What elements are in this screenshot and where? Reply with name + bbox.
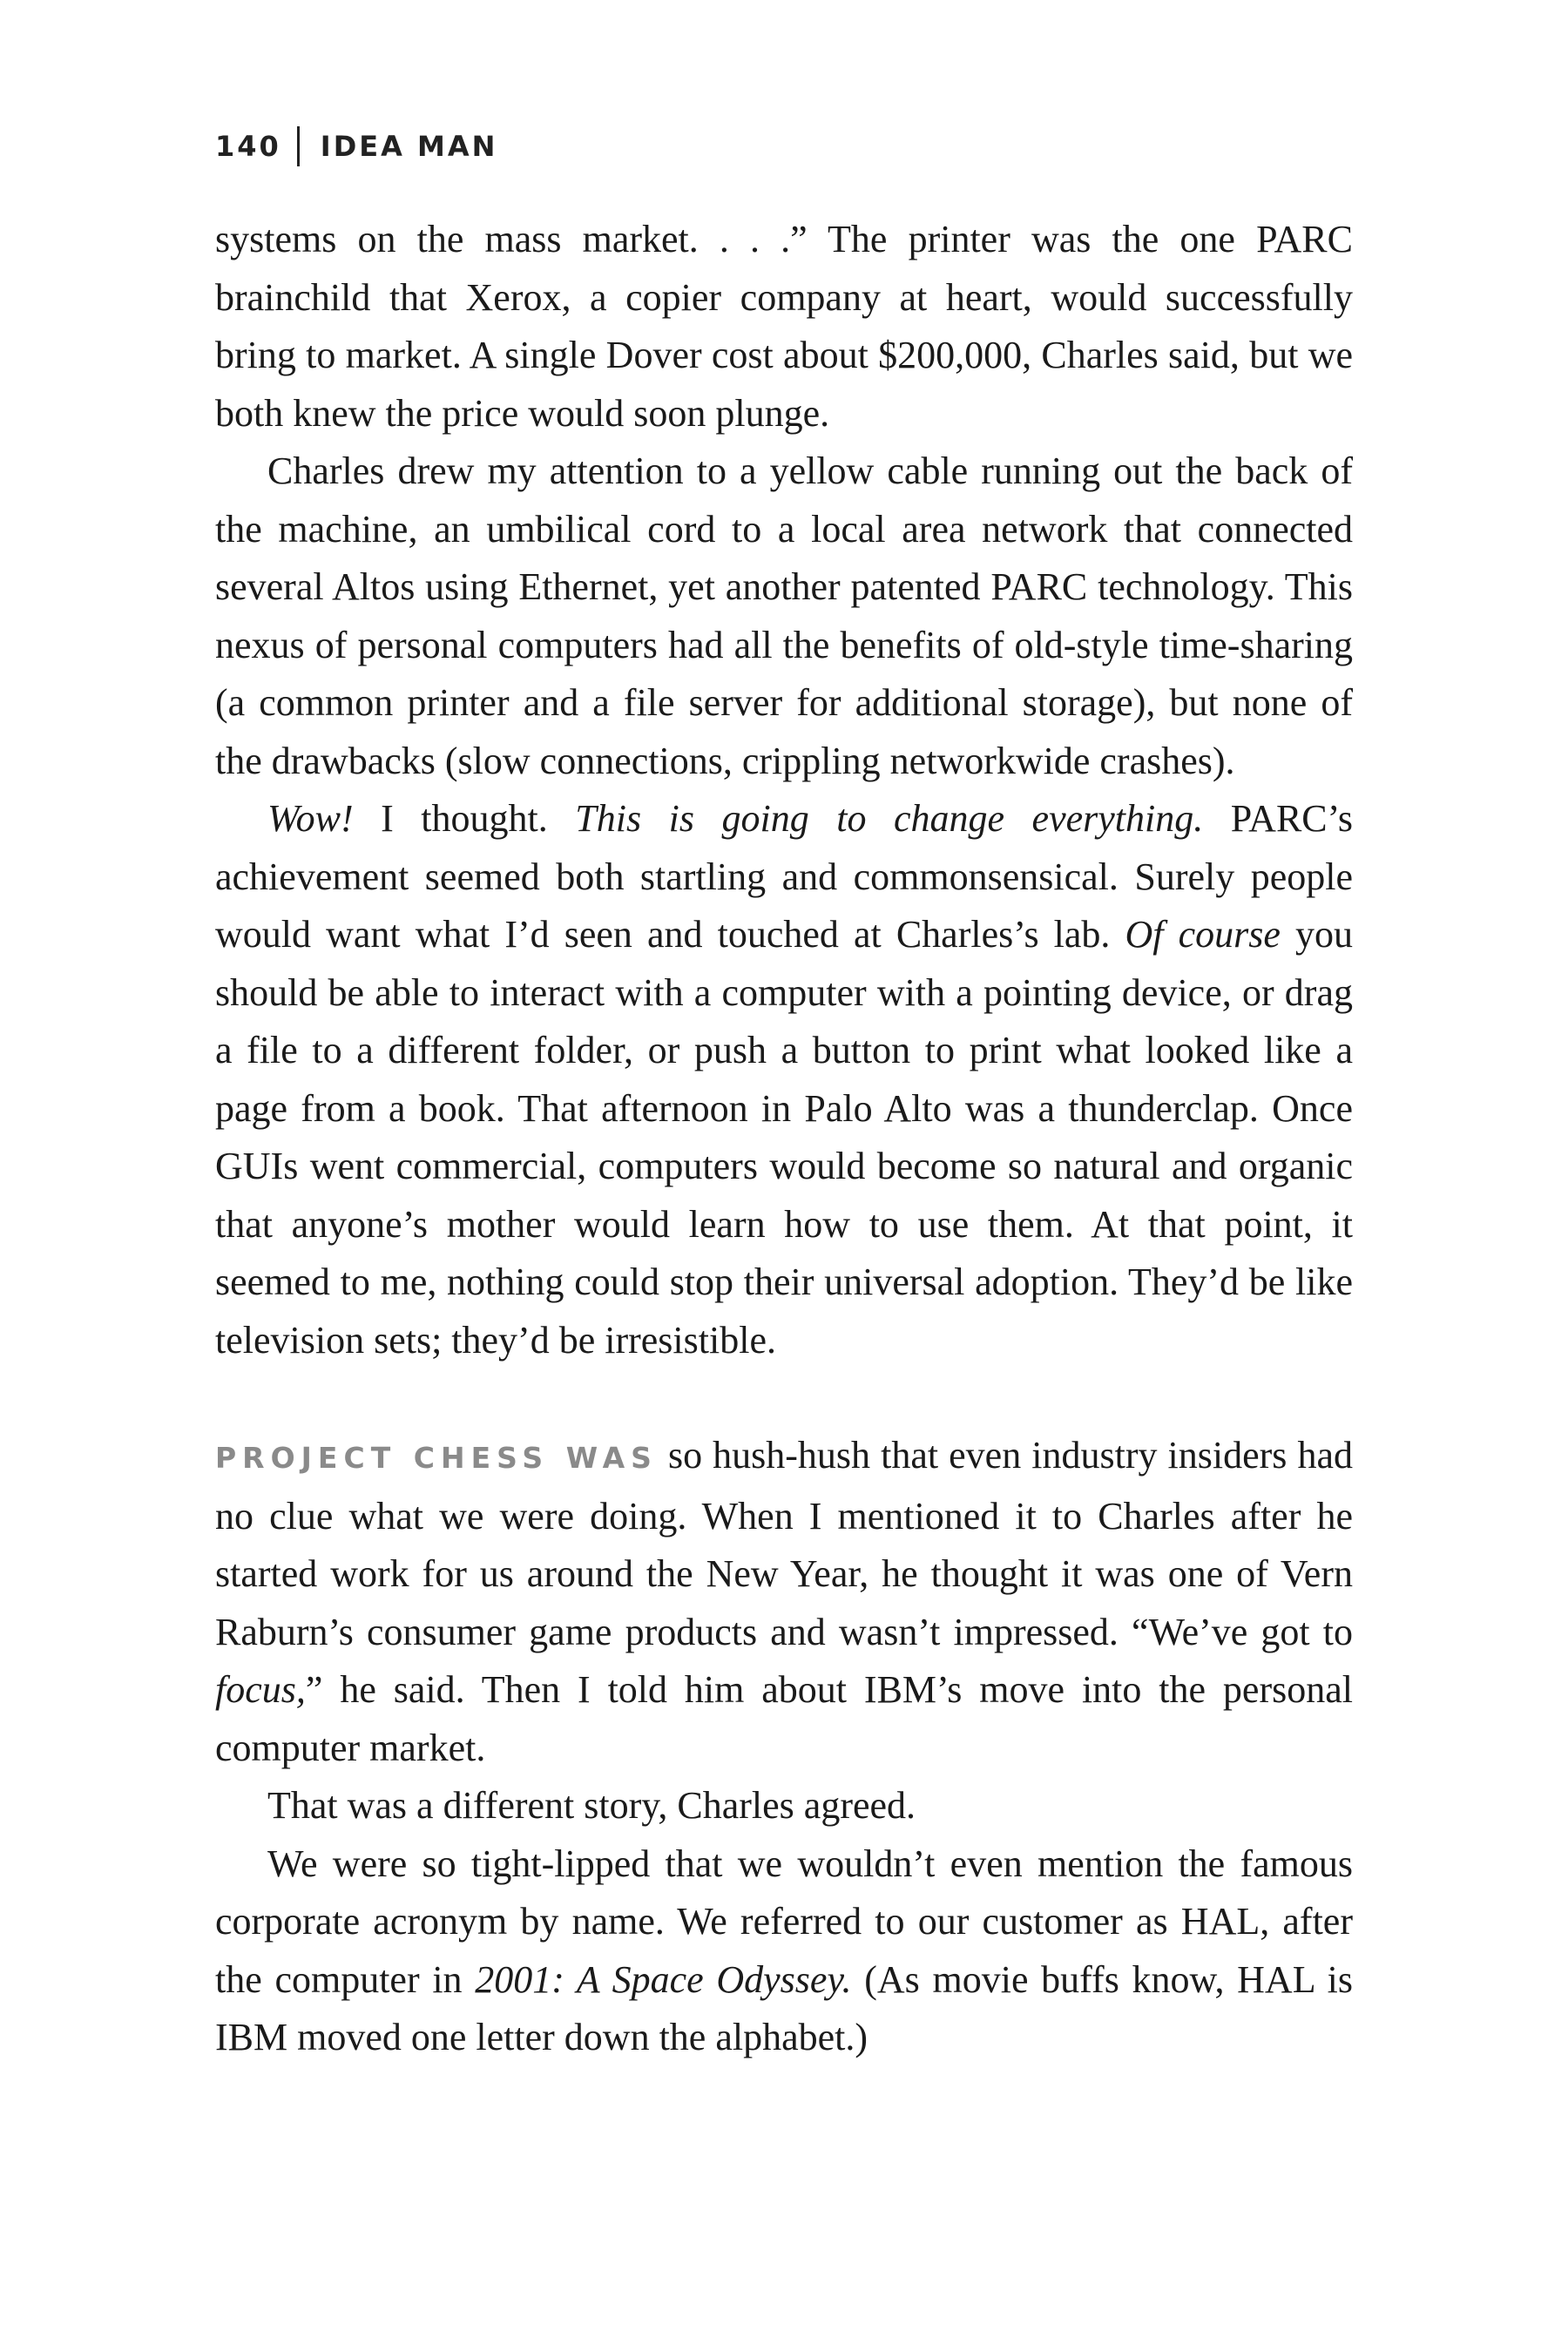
section-opening-paragraph xyxy=(215,1427,1353,1777)
paragraph-text: you should be able to interact with a computer with a pointing device, or drag a file to a different folder, or push a button to print what looked like a page from a book. That afternoon in Palo Alto was a thunderclap. Once GUIs went commercial, computers would become so natural and organic that anyone’s mother would learn how to use them. At that point, it seemed to me, nothing could stop their universal adoption. They’d be like television sets; they’d be irresistible. xyxy=(215,913,1354,1362)
paragraph-3 xyxy=(215,790,1353,1369)
paragraph-text: We were so tight-lipped that we wouldn’t even mention the famous corporate acronym by name. We referred to our customer as HAL, after the computer in xyxy=(215,1842,1353,2001)
italic-text: Wow! xyxy=(267,797,354,840)
book-title: IDEA MAN xyxy=(320,130,498,163)
paragraph-5 xyxy=(215,1777,1353,1835)
paragraph-2 xyxy=(215,443,1353,790)
paragraph-text: PARC’s achievement seemed both startling and commonsensical. Surely people would want what I’d seen and touched at Charles’s lab. xyxy=(215,797,1353,956)
page-number: 140 xyxy=(215,130,281,163)
body-text xyxy=(215,211,1353,2067)
paragraph-text: ” he said. Then I told him about IBM’s move into the personal computer market. xyxy=(215,1668,1353,1769)
paragraph-text: Charles drew my attention to a yellow cable running out the back of the machine, an umbilical cord to a local area network that connected several Altos using Ethernet, yet another patented PARC technology. This nexus of personal computers had all the benefits of old-style time-sharing (a common printer and a file server for additional storage), but none of the drawbacks (slow connections, crippling networkwide crashes). xyxy=(215,449,1353,782)
paragraph-1 xyxy=(215,211,1353,443)
section-lead-in: PROJECT CHESS WAS xyxy=(215,1441,658,1475)
paragraph-text: systems on the mass market. . . .” The printer was the one PARC brainchild that Xerox, a copier company at heart, would successfully bring to market. A single Dover cost about $200,000, Charles said, but we both knew the price would soon plunge. xyxy=(215,218,1353,435)
running-head-divider xyxy=(297,126,300,166)
italic-text: Of course xyxy=(1125,913,1281,956)
paragraph-text: That was a different story, Charles agreed. xyxy=(267,1784,916,1827)
italic-text: This is going to change everything. xyxy=(575,797,1204,840)
italic-text: 2001: A Space Odyssey. xyxy=(475,1957,852,2001)
italic-text: focus, xyxy=(215,1668,306,1711)
paragraph-text: (As movie buffs know, HAL is IBM moved one letter down the alphabet.) xyxy=(215,1957,1353,2058)
paragraph-6 xyxy=(215,1835,1353,2067)
paragraph-text: so hush-hush that even industry insiders had no clue what we were doing. When I mentioned it to Charles after he started work for us around the New Year, he thought it was one of Vern Raburn’s consumer game products and wasn’t impressed. “We’ve got to xyxy=(215,1434,1353,1653)
paragraph-text: I thought. xyxy=(353,797,576,840)
running-head xyxy=(215,127,497,166)
